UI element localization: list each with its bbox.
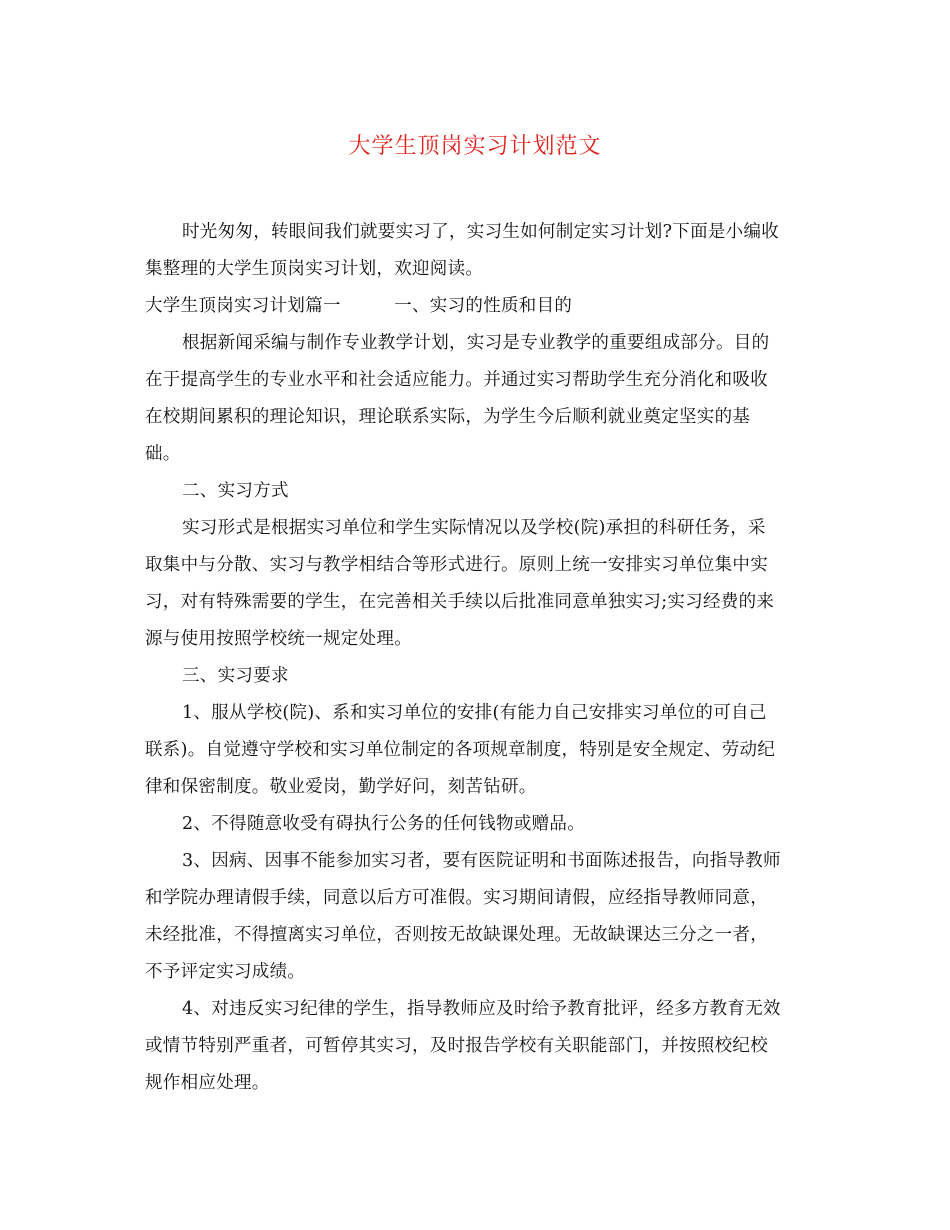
intro-line-2: 集整理的大学生顶岗实习计划，欢迎阅读。 (145, 259, 484, 279)
paragraph-line: 未经批准，不得擅离实习单位，否则按无故缺课处理。无故缺课达三分之一者， (145, 925, 768, 945)
paragraph-line: 3、因病、因事不能参加实习者，要有医院证明和书面陈述报告，向指导教师 (182, 851, 781, 871)
section-heading-2: 二、实习方式 (182, 481, 289, 501)
paragraph-line: 规作相应处理。 (145, 1073, 270, 1093)
section-heading-3: 三、实习要求 (182, 666, 289, 686)
paragraph-line: 在于提高学生的专业水平和社会适应能力。并通过实习帮助学生充分消化和吸收 (145, 370, 768, 390)
paragraph-line: 习，对有特殊需要的学生，在完善相关手续以后批准同意单独实习;实习经费的来 (145, 592, 775, 612)
document-title: 大学生顶岗实习计划范文 (348, 134, 602, 159)
paragraph-line: 或情节特别严重者，可暂停其实习，及时报告学校有关职能部门，并按照校纪校 (145, 1036, 768, 1056)
section-heading-1: 大学生顶岗实习计划篇一 一、实习的性质和目的 (145, 296, 573, 316)
paragraph-line: 取集中与分散、实习与教学相结合等形式进行。原则上统一安排实习单位集中实 (145, 555, 768, 575)
paragraph-line: 实习形式是根据实习单位和学生实际情况以及学校(院)承担的科研任务，采 (182, 518, 766, 538)
paragraph-line: 2、不得随意收受有碍执行公务的任何钱物或赠品。 (182, 814, 586, 834)
paragraph-line: 根据新闻采编与制作专业教学计划，实习是专业教学的重要组成部分。目的 (182, 333, 770, 353)
paragraph-line: 础。 (145, 444, 181, 464)
intro-line-1: 时光匆匆，转眼间我们就要实习了，实习生如何制定实习计划?下面是小编收 (182, 222, 780, 242)
paragraph-line: 不予评定实习成绩。 (145, 962, 306, 982)
paragraph-line: 和学院办理请假手续，同意以后方可准假。实习期间请假，应经指导教师同意， (145, 888, 768, 908)
paragraph-line: 1、服从学校(院)、系和实习单位的安排(有能力自己安排实习单位的可自己 (182, 703, 767, 723)
paragraph-line: 律和保密制度。敬业爱岗，勤学好问，刻苦钻研。 (145, 777, 537, 797)
paragraph-line: 源与使用按照学校统一规定处理。 (145, 629, 412, 649)
paragraph-line: 在校期间累积的理论知识，理论联系实际，为学生今后顺利就业奠定坚实的基 (145, 407, 751, 427)
paragraph-line: 联系)。自觉遵守学校和实习单位制定的各项规章制度，特别是安全规定、劳动纪 (145, 740, 776, 760)
paragraph-line: 4、对违反实习纪律的学生，指导教师应及时给予教育批评，经多方教育无效 (182, 999, 781, 1019)
